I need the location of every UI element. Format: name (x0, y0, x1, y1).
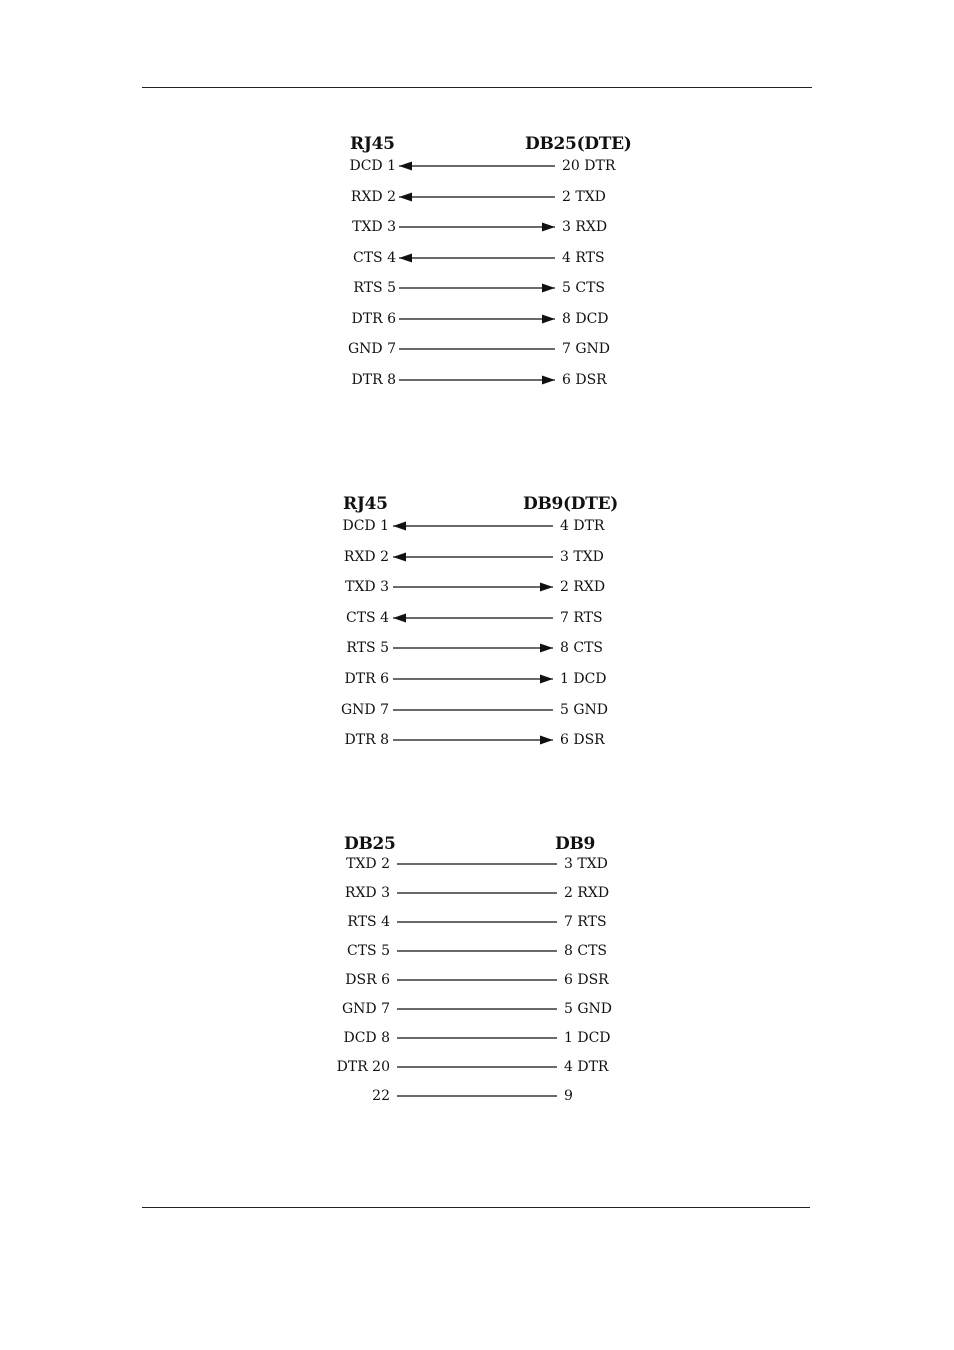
left-pin-label: RXD 2 (343, 548, 389, 565)
left-pin-label: GND 7 (347, 341, 396, 357)
left-pin-label: DCD 1 (349, 158, 396, 174)
left-pin-label: TXD 3 (352, 219, 396, 235)
right-pin-label: 3 RXD (562, 219, 608, 235)
right-pin-label: 5 GND (560, 701, 609, 718)
right-pin-label: 2 TXD (562, 188, 606, 205)
pin-wire (397, 1031, 557, 1045)
left-pin-label: DTR 6 (351, 310, 396, 327)
left-pin-label: DCD 8 (343, 1030, 390, 1046)
left-pin-label: DCD 1 (342, 518, 389, 534)
right-pin-label: 4 DTR (560, 518, 605, 534)
left-pin-label: DTR 6 (344, 671, 389, 687)
right-pin-label: 9 (564, 1088, 573, 1104)
right-pin-label: 2 RXD (560, 579, 606, 596)
left-pin-label: 22 (372, 1088, 390, 1104)
left-pin-label: DTR 20 (336, 1059, 390, 1075)
right-connector-title: DB25(DTE) (525, 134, 632, 154)
pin-wire (397, 973, 557, 987)
right-pin-label: 8 DCD (562, 310, 609, 327)
right-pin-label: 5 GND (564, 1001, 613, 1017)
left-connector-title: RJ45 (343, 494, 388, 514)
right-pin-label: 1 DCD (564, 1030, 611, 1046)
pin-wire (397, 1089, 557, 1103)
right-pin-label: 5 CTS (562, 280, 605, 296)
right-pin-label: 8 CTS (564, 943, 607, 959)
right-connector-title: DB9 (555, 834, 596, 854)
left-pin-label: DSR 6 (345, 972, 390, 988)
left-connector-title: DB25 (344, 834, 396, 854)
right-pin-label: 4 RTS (562, 249, 605, 266)
left-pin-label: DTR 8 (351, 371, 396, 388)
left-pin-label: GND 7 (340, 701, 389, 718)
pin-wire (397, 944, 557, 958)
left-connector-title: RJ45 (350, 134, 395, 154)
left-pin-label: RXD 3 (344, 885, 390, 901)
right-pin-label: 3 TXD (560, 548, 604, 565)
pin-wire (397, 857, 557, 871)
right-pin-label: 6 DSR (564, 972, 609, 988)
right-pin-label: 2 RXD (564, 885, 610, 901)
left-pin-label: CTS 4 (346, 609, 389, 626)
left-pin-label: RTS 5 (353, 280, 396, 296)
left-pin-label: RTS 4 (347, 914, 390, 930)
right-pin-label: 4 DTR (564, 1059, 609, 1075)
pin-wire (397, 886, 557, 900)
right-pin-label: 7 GND (562, 341, 611, 357)
left-pin-label: DTR 8 (344, 732, 389, 749)
pin-wire (397, 1060, 557, 1074)
right-pin-label: 6 DSR (562, 371, 607, 388)
left-pin-label: TXD 3 (345, 579, 389, 596)
right-pin-label: 7 RTS (564, 914, 607, 930)
pin-wire (397, 1002, 557, 1016)
left-pin-label: RXD 2 (350, 188, 396, 205)
right-connector-title: DB9(DTE) (523, 494, 618, 514)
right-pin-label: 7 RTS (560, 609, 603, 626)
left-pin-label: RTS 5 (346, 640, 389, 657)
right-pin-label: 6 DSR (560, 732, 605, 749)
left-pin-label: CTS 4 (353, 249, 396, 266)
pin-wire (397, 915, 557, 929)
right-pin-label: 3 TXD (564, 856, 608, 872)
left-pin-label: GND 7 (341, 1001, 390, 1017)
left-pin-label: CTS 5 (347, 943, 390, 959)
right-pin-label: 8 CTS (560, 640, 603, 657)
right-pin-label: 20 DTR (562, 158, 616, 174)
right-pin-label: 1 DCD (560, 671, 607, 687)
left-pin-label: TXD 2 (346, 856, 390, 872)
